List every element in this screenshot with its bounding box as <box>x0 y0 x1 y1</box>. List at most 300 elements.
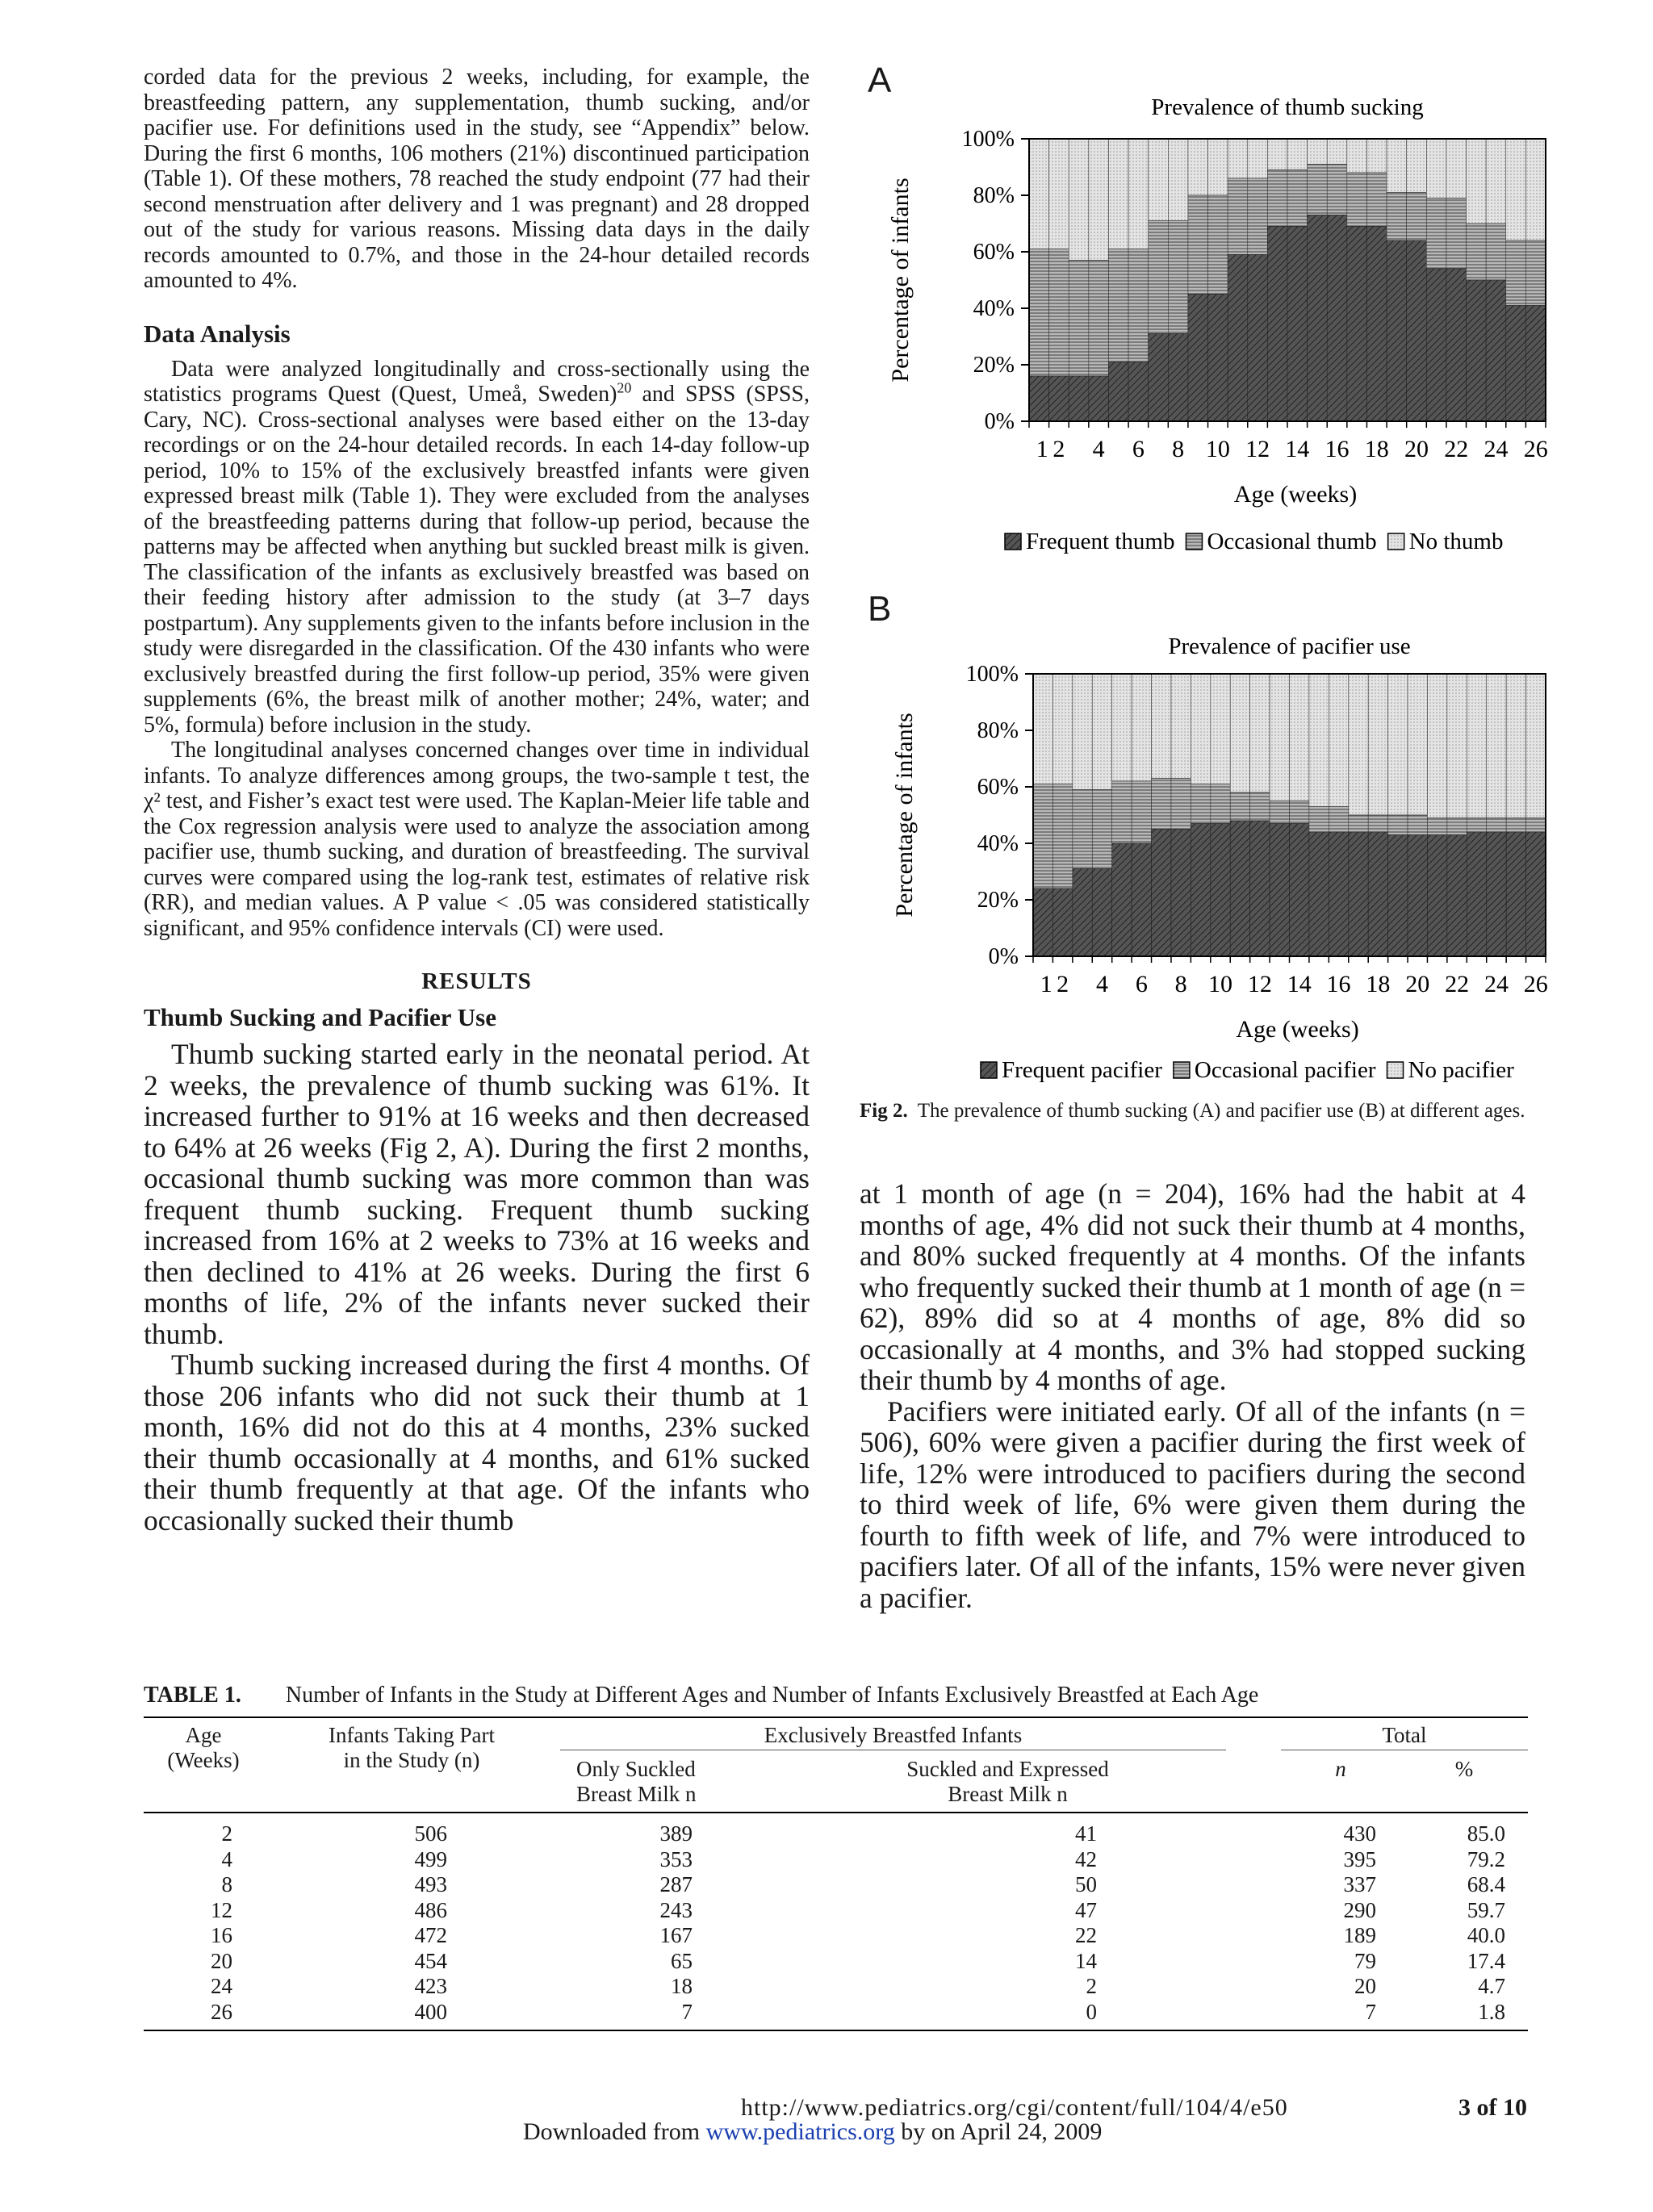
bar-none <box>1486 139 1506 224</box>
table-cell: 85.0 <box>1467 1821 1505 1846</box>
caption-text: The prevalence of thumb sucking (A) and pacifier use (B) at different ages. <box>917 1100 1525 1122</box>
bar-occasional <box>1270 801 1289 824</box>
bar-none <box>1290 674 1309 801</box>
bar-frequent <box>1211 824 1230 957</box>
bar-none <box>1089 139 1109 261</box>
bar-none <box>1487 674 1506 818</box>
table-cell: 16 <box>211 1923 232 1947</box>
bar-none <box>1033 674 1052 784</box>
y-tick-label: 60% <box>973 240 1015 265</box>
table-cell: 243 <box>659 1897 693 1922</box>
legend-swatch <box>981 1062 997 1078</box>
bar-frequent <box>1149 334 1169 422</box>
bar-frequent <box>1486 280 1506 421</box>
table-cell: 41 <box>1075 1821 1097 1846</box>
y-tick-label: 0% <box>988 944 1019 969</box>
table-cell: 493 <box>414 1872 447 1896</box>
x-tick-label: 14 <box>1285 436 1310 462</box>
bar-frequent <box>1349 832 1368 956</box>
bar-frequent <box>1287 227 1308 422</box>
bar-none <box>1250 674 1270 792</box>
table-cell: 22 <box>1075 1923 1097 1947</box>
bar-frequent <box>1112 843 1132 956</box>
x-tick-label: 10 <box>1205 436 1230 462</box>
bar-none <box>1073 674 1092 790</box>
legend-swatch <box>1388 533 1404 550</box>
bar-occasional <box>1230 792 1249 821</box>
bar-occasional <box>1506 818 1525 833</box>
table-cell: 423 <box>414 1974 447 1998</box>
bar-occasional <box>1069 261 1089 377</box>
table-cell: 290 <box>1343 1897 1376 1922</box>
legend-label: No thumb <box>1408 529 1504 554</box>
bar-frequent <box>1029 376 1049 421</box>
table-caption: Number of Infants in the Study at Different Ages and Number of Infants Exclusively Breastfed at Each Age <box>285 1683 1259 1708</box>
bar-occasional <box>1073 790 1092 869</box>
table-cell: 337 <box>1343 1872 1376 1896</box>
x-tick-label: 8 <box>1174 971 1187 997</box>
table-title <box>144 1683 1528 1708</box>
bar-none <box>1112 674 1132 781</box>
header-only-suckled: Only Suckled Breast Milk n <box>576 1757 697 1806</box>
bar-none <box>1446 139 1467 199</box>
legend-label: No pacifier <box>1408 1057 1514 1083</box>
table-cell: 430 <box>1343 1821 1376 1846</box>
bar-frequent <box>1128 362 1149 422</box>
header-taking-part: Infants Taking Part in the Study (n) <box>328 1723 496 1772</box>
table-cell <box>1226 1872 1281 1898</box>
figure-panel-a <box>868 61 1562 577</box>
bar-occasional <box>1250 792 1270 821</box>
bar-frequent <box>1308 215 1328 422</box>
bar-none <box>1092 674 1111 790</box>
table-cell: 395 <box>1343 1846 1376 1871</box>
data-analysis-paragraph-1: Data were analyzed longitudinally and cross-sectionally using the statistics programs Quest (Quest, Umeå, Sweden)$^{20}$ and SPSS (SPSS, Cary, NC). Cross-sectional analyses were based either on the 13-day recordings or on the 24-hour detailed records. In each 14-day follow-up period, 10% to 15% of the exclusively breastfed infants were given expressed breast milk (Table 1). They were excluded from the analyses of the breastfeeding patterns during that follow-up period, because the patterns may be affected when anything but suckled breast milk is given. The classification of the infants as exclusively breastfed was based on their feeding history after admission to the study (at 3–7 days postpartum). Any supplements given to the infants before inclusion in the study were disregarded in the classification. Of the 430 infants who were exclusively breastfed during the first follow-up period, 35% were given supplements (6%, the breast milk of another mother; 24%, water; and 5%, formula) before inclusion in the study. <box>144 356 810 738</box>
legend-label: Occasional pacifier <box>1194 1057 1376 1083</box>
header-pct: % <box>1454 1757 1474 1781</box>
bar-frequent <box>1290 824 1309 957</box>
x-tick-label: 2 <box>1052 436 1065 462</box>
bar-frequent <box>1347 227 1367 422</box>
bar-frequent <box>1073 869 1092 957</box>
x-axis-label: Age (weeks) <box>1236 1016 1359 1043</box>
table-cell: 7 <box>681 1999 693 2024</box>
x-tick-label: 4 <box>1095 971 1108 997</box>
table-cell <box>1226 1923 1281 1949</box>
bar-occasional <box>1049 249 1069 377</box>
y-tick-label: 80% <box>977 718 1019 743</box>
bar-occasional <box>1092 790 1111 869</box>
x-tick-label: 20 <box>1405 971 1430 997</box>
bar-none <box>1108 139 1128 249</box>
bar-occasional <box>1506 240 1526 306</box>
bar-frequent <box>1089 376 1109 421</box>
bar-occasional <box>1191 784 1210 824</box>
table-cell: 59.7 <box>1467 1897 1505 1922</box>
x-tick-label: 24 <box>1484 436 1509 462</box>
bar-none <box>1329 674 1348 807</box>
x-tick-label: 16 <box>1324 436 1350 462</box>
thumb-paragraph-2: Thumb sucking increased during the first 4 months. Of those 206 infants who did not suck their thumb at 1 month, 16% did not do this at 4 months, 23% sucked their thumb occasionally at 4 months, and 61% sucked their thumb frequently at that age. Of the infants who occasionally sucked their thumb <box>144 1349 810 1537</box>
bar-occasional <box>1171 779 1191 830</box>
bar-none <box>1368 674 1387 815</box>
pediatrics-link[interactable]: www.pediatrics.org <box>705 2118 895 2145</box>
bar-frequent <box>1327 215 1347 422</box>
bar-none <box>1388 674 1408 815</box>
table-cell: 14 <box>1075 1948 1097 1973</box>
bar-frequent <box>1191 824 1210 957</box>
thumb-sucking-chart <box>868 61 1562 577</box>
table-cell: 189 <box>1343 1923 1376 1947</box>
bar-occasional <box>1427 818 1446 835</box>
table-cell: 12 <box>211 1897 232 1922</box>
table-cell: 400 <box>414 1999 447 2024</box>
bar-none <box>1366 139 1387 173</box>
bar-occasional <box>1447 818 1467 835</box>
x-tick-label: 18 <box>1366 971 1391 997</box>
x-tick-label: 4 <box>1092 436 1105 462</box>
bar-none <box>1029 139 1049 249</box>
x-tick-label: 12 <box>1245 436 1270 462</box>
page-number: 3 of 10 <box>1458 2094 1527 2121</box>
table-cell: 1.8 <box>1478 1999 1505 2024</box>
y-tick-label: 40% <box>977 831 1019 856</box>
bar-frequent <box>1309 832 1329 956</box>
table-cell: 472 <box>414 1923 447 1947</box>
bar-frequent <box>1368 832 1387 956</box>
bar-occasional <box>1267 170 1287 227</box>
y-axis-label: Percentage of infants <box>887 178 914 383</box>
bar-frequent <box>1526 832 1546 956</box>
y-tick-label: 60% <box>977 775 1019 800</box>
bar-none <box>1308 139 1328 165</box>
download-notice: Downloaded from www.pediatrics.org by on April 24, 2009 <box>523 2118 1103 2145</box>
bar-frequent <box>1446 269 1467 421</box>
thumb-paragraph-1: Thumb sucking started early in the neonatal period. At 2 weeks, the prevalence of thumb sucking was 61%. It increased further to 91% at 16 weeks and then decreased to 64% at 26 weeks (Fig 2, A). During the first 2 months, occasional thumb sucking was more common than was frequent thumb sucking. Frequent thumb sucking increased from 16% at 2 weeks to 73% at 16 weeks and then declined to 41% at 26 weeks. During the first 6 months of life, 2% of the infants never sucked their thumb. <box>144 1038 810 1350</box>
bar-none <box>1309 674 1329 807</box>
bar-occasional <box>1327 165 1347 215</box>
table-cell: 4 <box>221 1846 232 1871</box>
bar-frequent <box>1267 227 1287 422</box>
table-row <box>144 1974 1528 2000</box>
pacifier-use-chart <box>868 589 1562 1089</box>
table-cell: 68.4 <box>1467 1872 1505 1896</box>
table-cell: 2 <box>1086 1974 1097 1998</box>
table-cell: 79 <box>1354 1948 1376 1973</box>
bar-occasional <box>1467 818 1486 833</box>
table-cell: 20 <box>211 1948 232 1973</box>
table-cell: 20 <box>1354 1974 1376 1998</box>
bar-frequent <box>1387 240 1407 421</box>
bar-occasional <box>1128 249 1149 362</box>
bar-occasional <box>1526 818 1546 833</box>
bar-none <box>1069 139 1089 261</box>
bar-frequent <box>1447 835 1467 957</box>
table-row <box>144 1923 1528 1949</box>
header-n: n <box>1335 1757 1346 1781</box>
table-cell: 499 <box>414 1846 447 1871</box>
table-cell: 18 <box>671 1974 693 1998</box>
bar-frequent <box>1487 832 1506 956</box>
bar-none <box>1228 139 1248 178</box>
header-suckled-expressed: Suckled and Expressed Breast Milk n <box>906 1757 1109 1806</box>
x-tick-label: 6 <box>1132 436 1145 462</box>
bar-occasional <box>1347 173 1367 227</box>
bar-occasional <box>1487 818 1506 833</box>
table-row <box>144 1847 1528 1873</box>
bar-occasional <box>1211 784 1230 824</box>
bar-occasional <box>1052 784 1072 889</box>
y-tick-label: 100% <box>965 662 1019 687</box>
results-heading: RESULTS <box>421 968 532 994</box>
bar-none <box>1287 139 1308 170</box>
legend-swatch <box>1387 1062 1404 1078</box>
bar-frequent <box>1408 835 1427 957</box>
bar-none <box>1347 139 1367 173</box>
y-tick-label: 40% <box>973 296 1015 321</box>
header-total: Total <box>1281 1717 1528 1750</box>
bar-none <box>1447 674 1467 818</box>
x-tick-label: 16 <box>1326 971 1351 997</box>
bar-frequent <box>1407 240 1427 421</box>
bar-frequent <box>1092 869 1111 957</box>
x-tick-label: 12 <box>1247 971 1272 997</box>
bar-none <box>1049 139 1069 249</box>
reference-marker: 20 <box>617 379 632 396</box>
table-1 <box>144 1683 1528 2031</box>
bar-occasional <box>1329 807 1348 833</box>
bar-none <box>1467 674 1486 818</box>
bar-occasional <box>1287 170 1308 227</box>
bar-none <box>1128 139 1149 249</box>
bar-frequent <box>1132 843 1151 956</box>
bar-frequent <box>1506 832 1525 956</box>
bar-occasional <box>1132 781 1151 843</box>
bar-occasional <box>1426 199 1446 270</box>
table-cell: 389 <box>659 1821 693 1846</box>
bar-frequent <box>1506 306 1526 422</box>
table-cell: 2 <box>221 1821 232 1846</box>
bar-frequent <box>1052 889 1072 956</box>
bar-occasional <box>1486 224 1506 280</box>
bar-occasional <box>1188 195 1208 295</box>
x-tick-label: 26 <box>1523 971 1548 997</box>
x-tick-label: 1 <box>1040 971 1052 997</box>
bar-occasional <box>1290 801 1309 824</box>
bar-none <box>1408 674 1427 815</box>
legend-label: Frequent thumb <box>1026 529 1175 554</box>
figure-panel-b <box>868 589 1562 1089</box>
bar-none <box>1427 674 1446 818</box>
bar-none <box>1230 674 1249 792</box>
bar-occasional <box>1308 165 1328 215</box>
table-cell: 40.0 <box>1467 1923 1505 1947</box>
bar-occasional <box>1152 779 1171 830</box>
bar-frequent <box>1168 334 1188 422</box>
bar-occasional <box>1525 240 1546 306</box>
bar-frequent <box>1270 824 1289 957</box>
x-tick-label: 8 <box>1172 436 1185 462</box>
table-cell: 47 <box>1075 1897 1097 1922</box>
table-cell: 506 <box>414 1821 447 1846</box>
bar-frequent <box>1427 835 1446 957</box>
table-cell <box>1226 1813 1281 1847</box>
x-tick-label: 14 <box>1287 971 1312 997</box>
y-tick-label: 0% <box>984 409 1015 434</box>
chart-title: Prevalence of thumb sucking <box>1151 94 1424 120</box>
table-cell: 79.2 <box>1467 1846 1505 1871</box>
footer-url[interactable]: http://www.pediatrics.org/cgi/content/full/104/4/e50 <box>741 2094 1288 2121</box>
x-tick-label: 1 <box>1036 436 1048 462</box>
bar-frequent <box>1230 821 1249 956</box>
table-cell: 454 <box>414 1948 447 1973</box>
bar-frequent <box>1033 889 1052 956</box>
bar-occasional <box>1467 224 1487 280</box>
bar-occasional <box>1446 199 1467 270</box>
table-cell: 0 <box>1086 1999 1097 2024</box>
bar-occasional <box>1407 193 1427 241</box>
x-tick-label: 22 <box>1445 971 1470 997</box>
bar-frequent <box>1426 269 1446 421</box>
bar-frequent <box>1388 835 1408 957</box>
right-paragraph-1: at 1 month of age (n = 204), 16% had the habit at 4 months of age, 4% did not suck their thumb at 4 months, and 80% sucked frequently at 4 months. Of the infants who frequently sucked their thumb at 1 month of age (n = 62), 89% did so at 4 months of age, 8% did so occasionally at 4 months, and 3% had stopped sucking their thumb by 4 months of age. <box>860 1177 1525 1396</box>
breastfeeding-table <box>144 1716 1528 2031</box>
bar-occasional <box>1029 249 1049 377</box>
y-tick-label: 20% <box>977 888 1019 913</box>
bar-occasional <box>1408 815 1427 835</box>
bar-none <box>1152 674 1171 779</box>
header-age: Age (Weeks) <box>167 1723 240 1772</box>
bar-none <box>1349 674 1368 815</box>
legend-label: Frequent pacifier <box>1002 1057 1162 1083</box>
bar-occasional <box>1248 178 1268 255</box>
y-axis-label: Percentage of infants <box>891 713 918 918</box>
table-cell <box>1226 1847 1281 1873</box>
bar-occasional <box>1108 249 1128 362</box>
header-exclusive: Exclusively Breastfed Infants <box>560 1717 1226 1750</box>
bar-frequent <box>1248 255 1268 422</box>
x-tick-label: 26 <box>1523 436 1548 462</box>
bar-occasional <box>1089 261 1109 377</box>
bar-occasional <box>1033 784 1052 889</box>
bar-none <box>1149 139 1169 221</box>
bar-occasional <box>1309 807 1329 833</box>
bar-none <box>1506 139 1526 240</box>
bar-none <box>1168 139 1188 221</box>
bar-frequent <box>1467 280 1487 421</box>
x-tick-label: 20 <box>1404 436 1429 462</box>
bar-none <box>1387 139 1407 193</box>
figure-caption <box>860 1099 1530 1123</box>
bar-frequent <box>1467 832 1486 956</box>
x-tick-label: 10 <box>1208 971 1233 997</box>
table-cell: 50 <box>1075 1872 1097 1896</box>
bar-none <box>1426 139 1446 199</box>
bar-frequent <box>1329 832 1348 956</box>
bar-occasional <box>1149 221 1169 334</box>
y-tick-label: 80% <box>973 183 1015 208</box>
table-row <box>144 1872 1528 1898</box>
table-cell: 8 <box>221 1872 232 1896</box>
thumb-pacifier-heading: Thumb Sucking and Pacifier Use <box>144 1003 496 1031</box>
table-cell: 42 <box>1075 1846 1097 1871</box>
legend-swatch <box>1005 533 1021 550</box>
bar-frequent <box>1228 255 1248 422</box>
table-label: TABLE 1. <box>144 1683 241 1708</box>
bar-none <box>1327 139 1347 165</box>
table-cell: 17.4 <box>1467 1948 1505 1973</box>
table-cell: 26 <box>211 1999 232 2024</box>
bar-frequent <box>1366 227 1387 422</box>
bar-frequent <box>1171 830 1191 957</box>
intro-paragraph: corded data for the previous 2 weeks, including, for example, the breastfeeding pattern, any supplementation, thumb sucking, and/or pacifier use. For definitions used in the study, see “Appendix” below. During the first 6 months, 106 mothers (21%) discontinued participation (Table 1). Of these mothers, 78 reached the study endpoint (77 had their second menstruation after delivery and 1 was pregnant) and 28 dropped out of the study for various reasons. Missing data days in the daily records amounted to 0.7%, and those in the 24-hour detailed records amounted to 4%. <box>144 65 810 293</box>
bar-frequent <box>1525 306 1546 422</box>
bar-frequent <box>1152 830 1171 957</box>
bar-none <box>1407 139 1427 193</box>
table-cell: 287 <box>659 1872 693 1896</box>
left-column <box>144 65 810 1536</box>
bar-none <box>1248 139 1268 178</box>
right-column <box>860 1178 1525 1613</box>
bar-none <box>1270 674 1289 801</box>
bar-occasional <box>1228 178 1248 255</box>
bar-none <box>1525 139 1546 240</box>
table-cell: 353 <box>659 1846 693 1871</box>
table-cell: 167 <box>659 1923 693 1947</box>
data-analysis-paragraph-2: The longitudinal analyses concerned changes over time in individual infants. To analyze differences among groups, the two-sample t test, the χ² test, and Fisher’s exact test were used. The Kaplan-Meier life table and the Cox regression analysis were used to analyze the association among pacifier use, thumb sucking, and duration of breastfeeding. The survival curves were compared using the log-rank test, estimates of relative risk (RR), and median values. A P value < .05 was considered statistically significant, and 95% confidence intervals (CI) were used. <box>144 738 810 941</box>
table-cell: 24 <box>211 1974 232 1998</box>
chart-title: Prevalence of pacifier use <box>1168 633 1411 659</box>
bar-occasional <box>1208 195 1228 295</box>
table-row <box>144 2000 1528 2031</box>
legend-label: Occasional thumb <box>1207 529 1377 554</box>
x-tick-label: 18 <box>1364 436 1389 462</box>
bar-occasional <box>1368 815 1387 832</box>
table-cell <box>1226 1974 1281 2000</box>
bar-none <box>1467 139 1487 224</box>
legend-swatch <box>1186 533 1202 550</box>
bar-none <box>1506 674 1525 818</box>
bar-none <box>1211 674 1230 784</box>
panel-a-letter: A <box>868 61 892 100</box>
bar-occasional <box>1387 193 1407 241</box>
table-row <box>144 1949 1528 1975</box>
bar-none <box>1208 139 1228 195</box>
table-cell <box>1226 1898 1281 1924</box>
bar-none <box>1188 139 1208 195</box>
bar-frequent <box>1049 376 1069 421</box>
right-paragraph-2: Pacifiers were initiated early. Of all of the infants (n = 506), 60% were given a pacifier during the first week of life, 12% were introduced to pacifiers during the second to third week of life, 6% were given them during the fourth to fifth week of life, and 7% were introduced to pacifiers later. Of all of the infants, 15% were never given a pacifier. <box>860 1395 1525 1614</box>
bar-occasional <box>1388 815 1408 835</box>
bar-frequent <box>1250 821 1270 956</box>
bar-none <box>1171 674 1191 779</box>
data-analysis-heading: Data Analysis <box>144 319 291 348</box>
x-tick-label: 2 <box>1057 971 1069 997</box>
y-tick-label: 20% <box>973 353 1015 378</box>
bar-occasional <box>1112 781 1132 843</box>
x-tick-label: 24 <box>1484 971 1509 997</box>
bar-none <box>1267 139 1287 170</box>
x-axis-label: Age (weeks) <box>1233 481 1358 508</box>
table-cell: 65 <box>671 1948 693 1973</box>
y-tick-label: 100% <box>961 127 1015 152</box>
table-cell <box>1226 1949 1281 1975</box>
bar-frequent <box>1069 376 1089 421</box>
panel-b-letter: B <box>868 589 892 629</box>
caption-label: Fig 2. <box>860 1100 908 1122</box>
bar-frequent <box>1108 362 1128 422</box>
bar-frequent <box>1188 295 1208 422</box>
